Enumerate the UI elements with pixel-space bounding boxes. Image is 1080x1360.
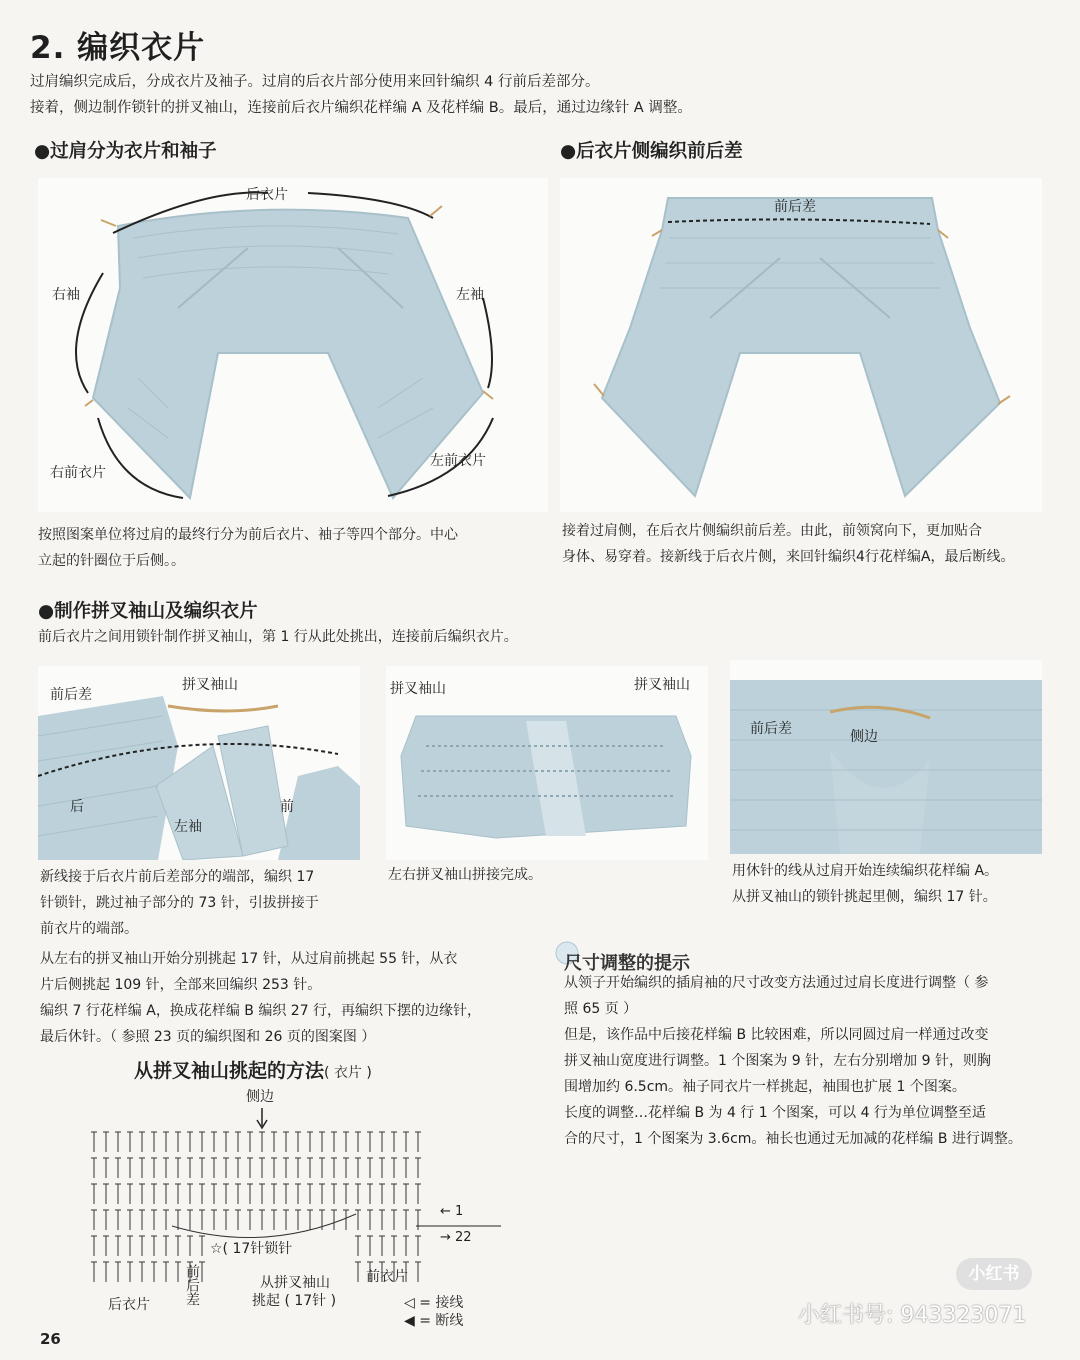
stitch-symbol (379, 1184, 385, 1204)
stitch-symbol (115, 1132, 121, 1152)
stitch-symbol (331, 1184, 337, 1204)
photo2-caption: 左右拼叉袖山拼接完成。 (388, 867, 542, 883)
tips-title: 尺寸调整的提示 (564, 953, 690, 974)
stitch-symbol (259, 1132, 265, 1152)
photo1-label-gusset: 拼叉袖山 (182, 677, 238, 693)
stitch-symbol (163, 1262, 169, 1282)
legend-cut-icon: ◀ = (404, 1313, 436, 1329)
stitch-symbol (151, 1236, 157, 1256)
stitch-symbol (355, 1236, 361, 1256)
stitch-symbol (415, 1132, 421, 1152)
section3-body-2: 片后侧挑起 109 针，全部来回编织 253 针。 (40, 977, 322, 993)
stitch-symbol (403, 1210, 409, 1230)
stitch-symbol (379, 1210, 385, 1230)
label-left-sleeve: 左袖 (456, 287, 484, 303)
photo2-label-gusset-left: 拼叉袖山 (390, 681, 446, 697)
stitch-symbol (91, 1210, 97, 1230)
stitch-symbol (391, 1158, 397, 1178)
stitch-symbol (103, 1132, 109, 1152)
legend-cut-text: 断线 (435, 1313, 464, 1329)
stitch-symbol (199, 1158, 205, 1178)
stitch-symbol (199, 1236, 205, 1256)
gusset-photo-3 (730, 660, 1042, 854)
tips-line-1: 从领子开始编织的插肩袖的尺寸改变方法通过过肩长度进行调整（ 参 (564, 975, 989, 991)
stitch-symbol (235, 1210, 241, 1230)
stitch-symbol (199, 1132, 205, 1152)
stitch-symbol (151, 1210, 157, 1230)
stitch-symbol (379, 1236, 385, 1256)
tips-line-5: 围增加约 6.5cm。袖子同衣片一样挑起，袖围也扩展 1 个图案。 (564, 1079, 966, 1095)
tips-line-2: 照 65 页 ） (564, 1001, 638, 1017)
watermark-badge: 小红书 (956, 1258, 1032, 1290)
stitch-symbol (259, 1184, 265, 1204)
tips-line-7: 合的尺寸，1 个图案为 3.6cm。袖长也通过无加减的花样编 B 进行调整。 (564, 1131, 1022, 1147)
stitch-symbol (199, 1184, 205, 1204)
stitch-symbol (367, 1184, 373, 1204)
section2-title: ●后衣片侧编织前后差 (560, 141, 743, 162)
label-right-sleeve: 右袖 (52, 287, 80, 303)
legend-cut (404, 1310, 463, 1330)
stitch-symbol (283, 1210, 289, 1230)
stitch-symbol (175, 1262, 181, 1282)
stitch-symbol (283, 1184, 289, 1204)
stitch-symbol (163, 1158, 169, 1178)
stitch-symbol (355, 1184, 361, 1204)
stitch-symbol (115, 1236, 121, 1256)
stitch-symbol (391, 1210, 397, 1230)
section3-subtitle: 前后衣片之间用锁针制作拼叉袖山，第 1 行从此处挑出，连接前后编织衣片。 (38, 629, 518, 645)
stitch-symbol (307, 1210, 313, 1230)
stitch-symbol (331, 1210, 337, 1230)
stitch-symbol (223, 1132, 229, 1152)
legend-join-icon: ◁ = (404, 1295, 436, 1311)
stitch-symbol (391, 1236, 397, 1256)
stitch-symbol (355, 1262, 361, 1282)
chart-row-1: ← 1 (440, 1204, 464, 1219)
section2-caption-1: 接着过肩侧，在后衣片侧编织前后差。由此，前领窝向下，更加贴合 (562, 523, 982, 539)
stitch-symbol (247, 1210, 253, 1230)
stitch-symbol (175, 1184, 181, 1204)
stitch-symbol (211, 1158, 217, 1178)
stitch-symbol (151, 1262, 157, 1282)
stitch-symbol (307, 1132, 313, 1152)
section3-body-3: 编织 7 行花样编 A，换成花样编 B 编织 27 行，再编织下摆的边缘针， (40, 1003, 482, 1019)
photo3-label-side: 侧边 (850, 729, 878, 745)
stitch-symbol (367, 1210, 373, 1230)
stitch-symbol (403, 1132, 409, 1152)
photo1-caption-2: 针锁针，跳过袖子部分的 73 针，引拔拼接于 (40, 895, 319, 911)
stitch-symbol (139, 1210, 145, 1230)
photo3-caption-1: 用休针的线从过肩开始连续编织花样编 A。 (732, 863, 999, 879)
stitch-symbol (403, 1184, 409, 1204)
stitch-symbol (127, 1158, 133, 1178)
tips-line-4: 拼叉袖山宽度进行调整。1 个图案为 9 针，左右分别增加 9 针，则胸 (564, 1053, 991, 1069)
stitch-symbol (415, 1236, 421, 1256)
intro-text-2: 接着，侧边制作锁针的拼叉袖山，连接前后衣片编织花样编 A 及花样编 B。最后，通过边缘针 A 调整。 (30, 100, 692, 116)
stitch-symbol (103, 1158, 109, 1178)
stitch-symbol (331, 1158, 337, 1178)
stitch-symbol (139, 1184, 145, 1204)
stitch-symbol (91, 1236, 97, 1256)
stitch-symbol (247, 1132, 253, 1152)
stitch-symbol (415, 1158, 421, 1178)
stitch-symbol (391, 1184, 397, 1204)
stitch-symbol (259, 1158, 265, 1178)
label-front-back-diff: 前后差 (774, 199, 816, 215)
stitch-chart (86, 1104, 506, 1284)
stitch-symbol (163, 1236, 169, 1256)
stitch-symbol (403, 1158, 409, 1178)
stitch-symbol (187, 1236, 193, 1256)
section3-title: ●制作拼叉袖山及编织衣片 (38, 601, 258, 622)
stitch-symbol (271, 1132, 277, 1152)
label-back: 后衣片 (246, 187, 288, 203)
stitch-symbol (295, 1158, 301, 1178)
photo1-label-sleeve: 左袖 (174, 819, 202, 835)
stitch-symbol (127, 1184, 133, 1204)
stitch-symbol (211, 1210, 217, 1230)
tips-body (564, 970, 1044, 1152)
stitch-symbol (127, 1210, 133, 1230)
stitch-symbol (163, 1210, 169, 1230)
chart-back-label: 后衣片 (108, 1297, 150, 1313)
stitch-symbol (247, 1158, 253, 1178)
stitch-symbol (415, 1262, 421, 1282)
section3-body-4: 最后休针。（ 参照 23 页的编织图和 26 页的图案图 ） (40, 1029, 376, 1045)
stitch-symbol (319, 1132, 325, 1152)
stitch-symbol (355, 1210, 361, 1230)
stitch-symbol (115, 1210, 121, 1230)
section3-body-1: 从左右的拼叉袖山开始分别挑起 17 针，从过肩前挑起 55 针，从衣 (40, 951, 458, 967)
stitch-symbol (163, 1184, 169, 1204)
stitch-symbol (211, 1184, 217, 1204)
stitch-symbol (343, 1132, 349, 1152)
stitch-symbol (127, 1132, 133, 1152)
photo1-label-front: 前 (280, 799, 294, 815)
label-right-front: 右前衣片 (50, 465, 106, 481)
stitch-symbol (187, 1184, 193, 1204)
stitch-symbol (343, 1210, 349, 1230)
stitch-symbol (223, 1184, 229, 1204)
legend-join-text: 接线 (435, 1295, 464, 1311)
stitch-symbol (343, 1158, 349, 1178)
chart-row-22: → 22 (440, 1230, 472, 1245)
stitch-symbol (103, 1184, 109, 1204)
stitch-symbol (91, 1158, 97, 1178)
stitch-symbol (151, 1158, 157, 1178)
photo1-caption-3: 前衣片的端部。 (40, 921, 138, 937)
stitch-symbol (271, 1210, 277, 1230)
stitch-symbol (379, 1132, 385, 1152)
stitch-symbol (235, 1184, 241, 1204)
chart-side-label: 侧边 (246, 1089, 274, 1105)
photo2-label-gusset-right: 拼叉袖山 (634, 677, 690, 693)
stitch-symbol (283, 1132, 289, 1152)
page-number: 26 (40, 1330, 61, 1348)
stitch-symbol (415, 1210, 421, 1230)
stitch-symbol (151, 1184, 157, 1204)
gusset-photo-2 (386, 666, 708, 860)
stitch-symbol (391, 1132, 397, 1152)
chart-pick-label-1: 从拼叉袖山 (260, 1275, 330, 1291)
intro-text-1: 过肩编织完成后，分成衣片及袖子。过肩的后衣片部分使用来回针编织 4 行前后差部分。 (30, 74, 600, 90)
chart-diff-label: 前后差 (184, 1264, 200, 1306)
photo1-label-diff: 前后差 (50, 687, 92, 703)
stitch-symbol (343, 1184, 349, 1204)
stitch-symbol (139, 1132, 145, 1152)
stitch-symbol (211, 1132, 217, 1152)
chart-star-label: ☆( 17针锁针 (210, 1241, 293, 1257)
stitch-symbol (403, 1236, 409, 1256)
chart-title-text: 从拼叉袖山挑起的方法 (134, 1060, 325, 1082)
stitch-symbol (139, 1236, 145, 1256)
section1-title: ●过肩分为衣片和袖子 (34, 141, 217, 162)
stitch-symbol (187, 1210, 193, 1230)
stitch-symbol (127, 1262, 133, 1282)
stitch-symbol (247, 1184, 253, 1204)
stitch-symbol (307, 1158, 313, 1178)
page-title: 2. 编织衣片 (30, 30, 206, 66)
photo1-caption-1: 新线接于后衣片前后差部分的端部，编织 17 (40, 869, 315, 885)
stitch-symbol (115, 1184, 121, 1204)
stitch-symbol (331, 1132, 337, 1152)
chart-pick-label-2: 挑起 ( 17针 ) (252, 1293, 337, 1309)
chart-title-note: ( 衣片 ) (324, 1065, 372, 1081)
stitch-symbol (103, 1262, 109, 1282)
stitch-symbol (295, 1132, 301, 1152)
stitch-symbol (175, 1132, 181, 1152)
stitch-symbol (139, 1262, 145, 1282)
stitch-symbol (187, 1132, 193, 1152)
stitch-symbol (127, 1236, 133, 1256)
gusset-photo-1 (38, 666, 360, 860)
stitch-symbol (367, 1132, 373, 1152)
section1-caption-1: 按照图案单位将过肩的最终行分为前后衣片、袖子等四个部分。中心 (38, 527, 458, 543)
stitch-symbol (367, 1236, 373, 1256)
stitch-symbol (271, 1158, 277, 1178)
label-left-front: 左前衣片 (430, 453, 486, 469)
stitch-symbol (283, 1158, 289, 1178)
stitch-symbol (91, 1262, 97, 1282)
stitch-symbol (295, 1184, 301, 1204)
stitch-symbol (91, 1184, 97, 1204)
stitch-symbol (415, 1184, 421, 1204)
stitch-symbol (91, 1132, 97, 1152)
yoke-split-photo (38, 178, 548, 512)
stitch-symbol (319, 1184, 325, 1204)
stitch-symbol (103, 1236, 109, 1256)
stitch-symbol (259, 1210, 265, 1230)
stitch-symbol (175, 1158, 181, 1178)
stitch-symbol (115, 1262, 121, 1282)
watermark-text: 小红书号: 943323071 (798, 1303, 1027, 1328)
photo3-caption-2: 从拼叉袖山的锁针挑起里侧，编织 17 针。 (732, 889, 997, 905)
stitch-symbol (235, 1132, 241, 1152)
photo1-label-back: 后 (70, 799, 84, 815)
section2-caption-2: 身体、易穿着。接新线于后衣片侧，来回针编织4行花样编A，最后断线。 (562, 549, 1015, 565)
stitch-symbol (271, 1184, 277, 1204)
stitch-symbol (223, 1158, 229, 1178)
tips-line-3: 但是，该作品中后接花样编 B 比较困难，所以同圆过肩一样通过改变 (564, 1027, 989, 1043)
chart-title (134, 1056, 372, 1083)
stitch-symbol (319, 1158, 325, 1178)
stitch-symbol (307, 1184, 313, 1204)
stitch-symbol (163, 1132, 169, 1152)
chart-front-label: 前衣片 (366, 1269, 408, 1285)
stitch-symbol (103, 1210, 109, 1230)
tips-line-6: 长度的调整…花样编 B 为 4 行 1 个图案，可以 4 行为单位调整至适 (564, 1105, 986, 1121)
stitch-symbol (379, 1158, 385, 1178)
stitch-symbol (175, 1236, 181, 1256)
stitch-symbol (187, 1158, 193, 1178)
photo3-label-diff: 前后差 (750, 721, 792, 737)
stitch-symbol (355, 1132, 361, 1152)
stitch-symbol (139, 1158, 145, 1178)
stitch-symbol (199, 1210, 205, 1230)
back-diff-photo (560, 178, 1042, 512)
section1-caption-2: 立起的针圈位于后侧。。 (38, 553, 185, 569)
stitch-symbol (367, 1158, 373, 1178)
stitch-symbol (355, 1158, 361, 1178)
stitch-symbol (235, 1158, 241, 1178)
legend-join (404, 1292, 463, 1312)
stitch-symbol (151, 1132, 157, 1152)
stitch-symbol (115, 1158, 121, 1178)
stitch-symbol (295, 1210, 301, 1230)
stitch-symbol (223, 1210, 229, 1230)
